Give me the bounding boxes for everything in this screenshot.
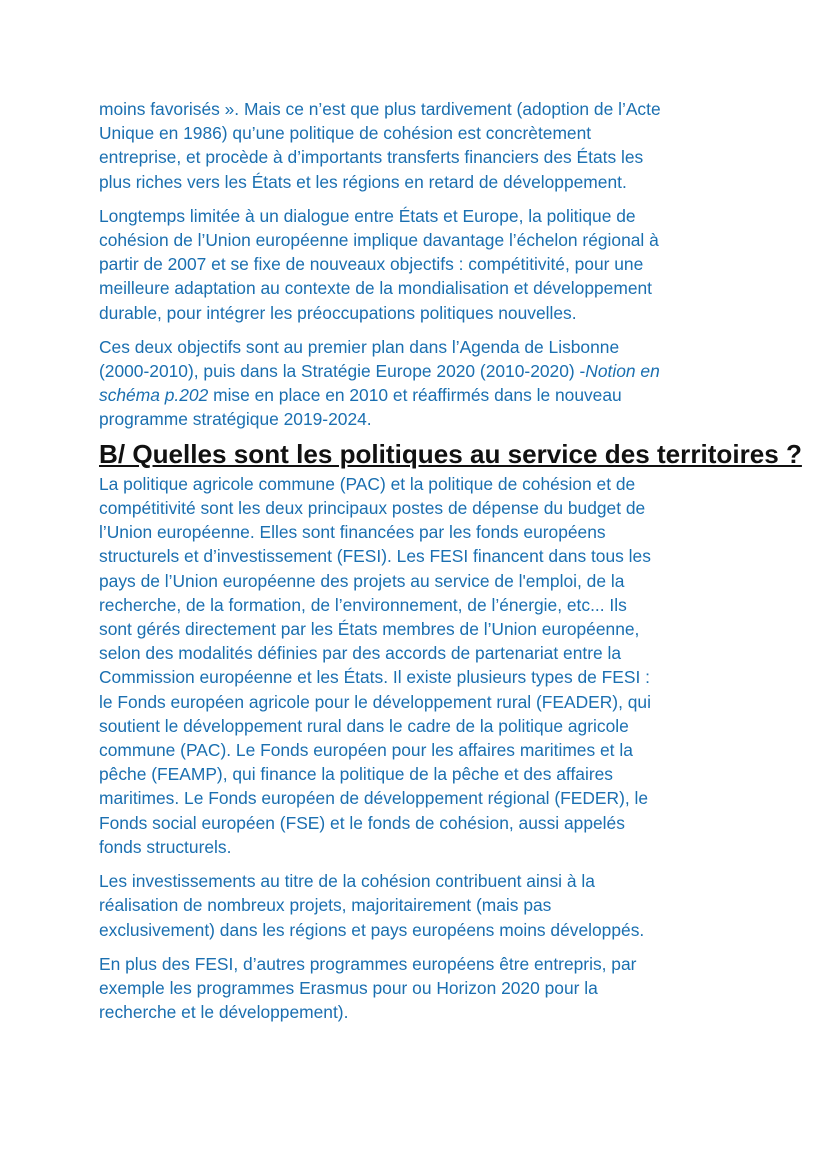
- text-line: plus riches vers les États et les régions en retard de développement.: [99, 171, 627, 192]
- italic-note: Notion en: [585, 361, 660, 382]
- text-line: [99, 383, 749, 407]
- text-line: pêche (FEAMP), qui finance la politique de la pêche et des affaires: [99, 764, 613, 785]
- text-line: sont gérés directement par les États membres de l’Union européenne,: [99, 619, 640, 640]
- text-line: le Fonds européen agricole pour le développement rural (FEADER), qui: [99, 691, 651, 712]
- text-line: recherche et le développement).: [99, 1002, 349, 1023]
- text-line: maritimes. Le Fonds européen de développement régional (FEDER), le: [99, 788, 649, 809]
- paragraph-regional-level: [99, 204, 749, 325]
- text-line: commune (PAC). Le Fonds européen pour les affaires maritimes et la: [99, 740, 633, 761]
- text-line: Ces deux objectifs sont au premier plan dans l’Agenda de Lisbonne: [99, 336, 620, 357]
- text-line: moins favorisés ». Mais ce n’est que plus tardivement (adoption de l’Acte: [99, 99, 661, 119]
- paragraph-cohesion-history: [99, 97, 749, 194]
- text-line: En plus des FESI, d’autres programmes européens être entrepris, par: [99, 953, 637, 974]
- text-line: [99, 359, 749, 383]
- text-line: partir de 2007 et se fixe de nouveaux objectifs : compétitivité, pour une: [99, 254, 644, 275]
- text-line: programme stratégique 2019-2024.: [99, 409, 372, 430]
- text-line: exclusivement) dans les régions et pays européens moins développés.: [99, 919, 645, 940]
- section-heading: B/ Quelles sont les politiques au service des territoires ?: [99, 438, 802, 469]
- text-line: structurels et d’investissement (FESI). Les FESI financent dans tous les: [99, 546, 651, 567]
- text-line: selon des modalités définies par des accords de partenariat entre la: [99, 643, 622, 664]
- text-line: durable, pour intégrer les préoccupations politiques nouvelles.: [99, 302, 577, 323]
- text-line: cohésion de l’Union européenne implique davantage l’échelon régional à: [99, 230, 659, 251]
- paragraph-other-programmes: [99, 952, 749, 1025]
- text-line: soutient le développement rural dans le cadre de la politique agricole: [99, 715, 629, 736]
- text-segment: (2000-2010), puis dans la Stratégie Europe 2020 (2010-2020) -: [99, 361, 586, 382]
- paragraph-cohesion-investments: [99, 869, 749, 942]
- text-line: exemple les programmes Erasmus pour ou Horizon 2020 pour la: [99, 977, 598, 998]
- text-line: Fonds social européen (FSE) et le fonds de cohésion, aussi appelés: [99, 812, 625, 833]
- text-line: l’Union européenne. Elles sont financées par les fonds européens: [99, 522, 606, 543]
- text-line: La politique agricole commune (PAC) et la politique de cohésion et de: [99, 473, 636, 494]
- paragraph-pac-fesi: [99, 472, 749, 859]
- document-page: [99, 97, 802, 1034]
- text-line: compétitivité sont les deux principaux postes de dépense du budget de: [99, 498, 646, 519]
- text-line: Unique en 1986) qu’une politique de cohésion est concrètement: [99, 123, 592, 144]
- paragraph-lisbon-agenda: [99, 335, 749, 432]
- text-line: Longtemps limitée à un dialogue entre États et Europe, la politique de: [99, 205, 636, 226]
- text-segment: mise en place en 2010 et réaffirmés dans le nouveau: [208, 385, 622, 406]
- text-line: pays de l’Union européenne des projets au service de l'emploi, de la: [99, 570, 625, 591]
- italic-note: schéma p.202: [99, 385, 209, 406]
- text-line: recherche, de la formation, de l’environnement, de l’énergie, etc... Ils: [99, 594, 627, 615]
- text-line: meilleure adaptation au contexte de la mondialisation et développement: [99, 278, 653, 299]
- text-line: réalisation de nombreux projets, majoritairement (mais pas: [99, 895, 552, 916]
- text-line: Les investissements au titre de la cohésion contribuent ainsi à la: [99, 871, 595, 892]
- text-line: fonds structurels.: [99, 836, 232, 857]
- text-line: Commission européenne et les États. Il existe plusieurs types de FESI :: [99, 667, 650, 688]
- text-line: entreprise, et procède à d’importants transferts financiers des États les: [99, 147, 644, 168]
